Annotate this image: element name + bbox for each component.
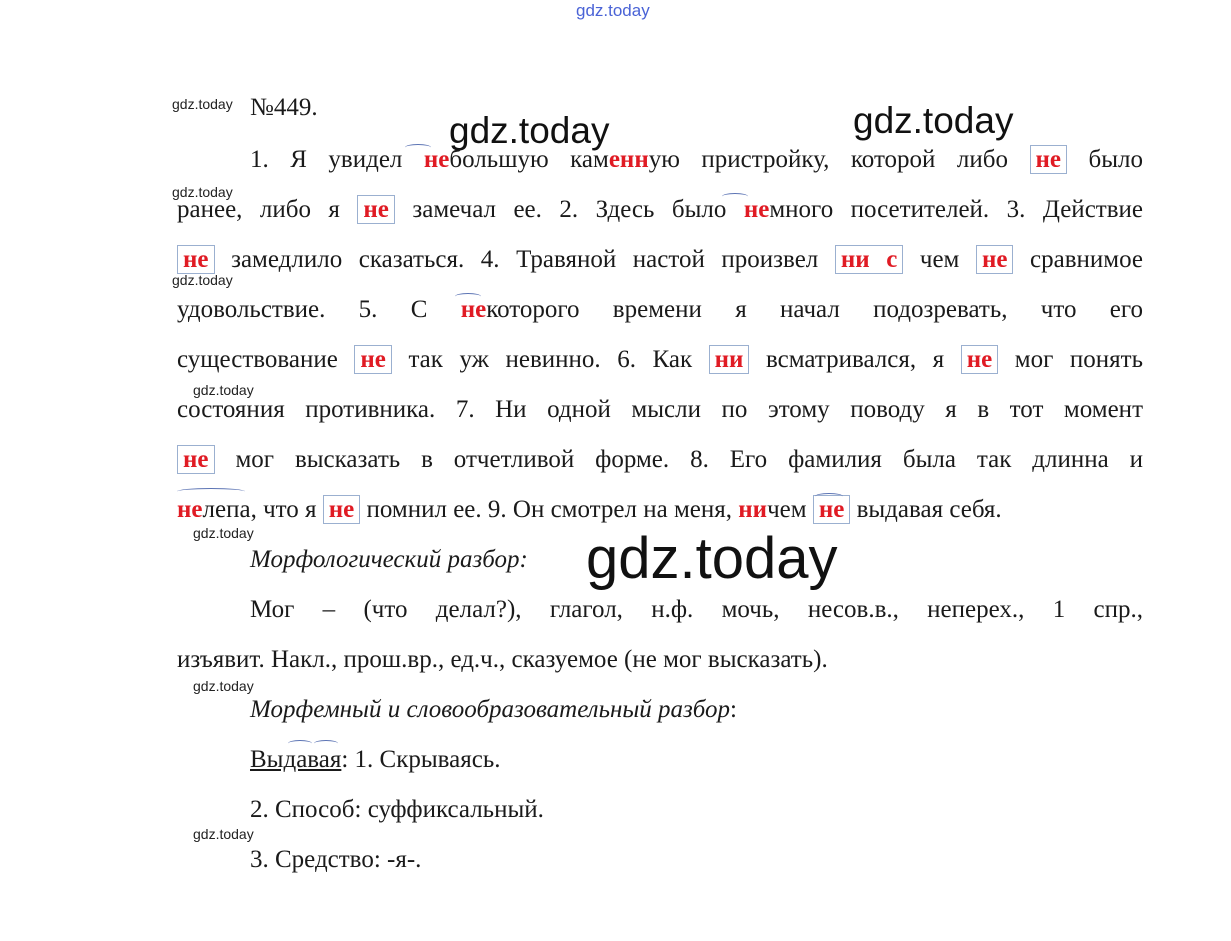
morpheme-item-2: 2. Способ: суффиксальный.	[250, 796, 544, 823]
watermark-big-1: gdz.today	[449, 110, 610, 151]
text-line-8: нелепа, что я не помнил ее. 9. Он смотрел на меня, ничем не выдавая себя.	[177, 496, 1002, 523]
boxed-ni: ни	[709, 345, 750, 374]
boxed-ne: не	[357, 195, 395, 224]
watermark-small-1: gdz.today	[172, 96, 233, 112]
root-arc	[177, 488, 245, 495]
boxed-ni-s: ни с	[835, 245, 903, 274]
watermark-small-4: gdz.today	[193, 382, 254, 398]
morpheme-item-3: 3. Средство: -я-.	[250, 846, 422, 873]
morph-line-1: Мог – (что делал?), глагол, н.ф. мочь, несов.в., неперех., 1 спр.,	[250, 596, 1143, 623]
highlight-ne: не	[743, 196, 770, 223]
root-arc	[405, 144, 431, 151]
watermark-big-3: gdz.today	[586, 526, 838, 591]
highlight-ni: ни	[738, 496, 768, 523]
boxed-ne: не	[177, 245, 215, 274]
suffix-arc	[314, 740, 338, 747]
morph-heading: Морфологический разбор:	[250, 546, 528, 573]
text-line-2: ранее, либо я не замечал ее. 2. Здесь было немного посетителей. 3. Действие	[177, 196, 1143, 223]
watermark-top: gdz.today	[576, 1, 650, 20]
text-line-5: существование не так уж невинно. 6. Как ни всматривался, я не мог понять	[177, 346, 1143, 373]
highlight-ne: не	[423, 146, 450, 173]
watermark-small-7: gdz.today	[193, 826, 254, 842]
watermark-small-5: gdz.today	[193, 525, 254, 541]
highlight-ne: не	[460, 296, 487, 323]
root-arc	[455, 293, 481, 300]
suffix-arc	[288, 740, 312, 747]
watermark-small-2: gdz.today	[172, 184, 233, 200]
watermark-small-3: gdz.today	[172, 272, 233, 288]
highlight-enn: енн	[608, 146, 649, 173]
task-number: №449.	[250, 94, 318, 121]
morpheme-item-1: Выдавая: 1. Скрываясь.	[250, 746, 501, 773]
morph-line-2: изъявит. Накл., прош.вр., ед.ч., сказуемое (не мог высказать).	[177, 646, 828, 673]
watermark-big-2: gdz.today	[853, 100, 1014, 141]
text-line-4: удовольствие. 5. С некоторого времени я начал подозревать, что его	[177, 296, 1143, 323]
boxed-ne: не	[813, 495, 851, 524]
boxed-ne: не	[976, 245, 1014, 274]
morpheme-heading: Морфемный и словообразовательный разбор	[250, 696, 731, 723]
text-line-7: не мог высказать в отчетливой форме. 8. Его фамилия была так длинна и	[177, 445, 1143, 475]
boxed-ne: не	[961, 345, 999, 374]
boxed-ne: не	[323, 495, 361, 524]
root-arc	[815, 493, 843, 500]
text-line-1: 1. Я увидел небольшую каменную пристройку, которой либо не было	[250, 146, 1144, 173]
analyzed-word: Выдавая	[250, 746, 342, 773]
text-line-3: не замедлило сказаться. 4. Травяной настой произвел ни с чем не сравнимое	[177, 245, 1143, 275]
morpheme-heading-line: Морфемный и словообразовательный разбор:	[250, 696, 737, 723]
text-line-6: состояния противника. 7. Ни одной мысли по этому поводу я в тот момент	[177, 396, 1143, 423]
watermark-small-6: gdz.today	[193, 678, 254, 694]
boxed-ne: не	[177, 445, 215, 474]
boxed-ne: не	[354, 345, 392, 374]
highlight-ne: не	[177, 496, 203, 523]
boxed-ne: не	[1030, 145, 1068, 174]
